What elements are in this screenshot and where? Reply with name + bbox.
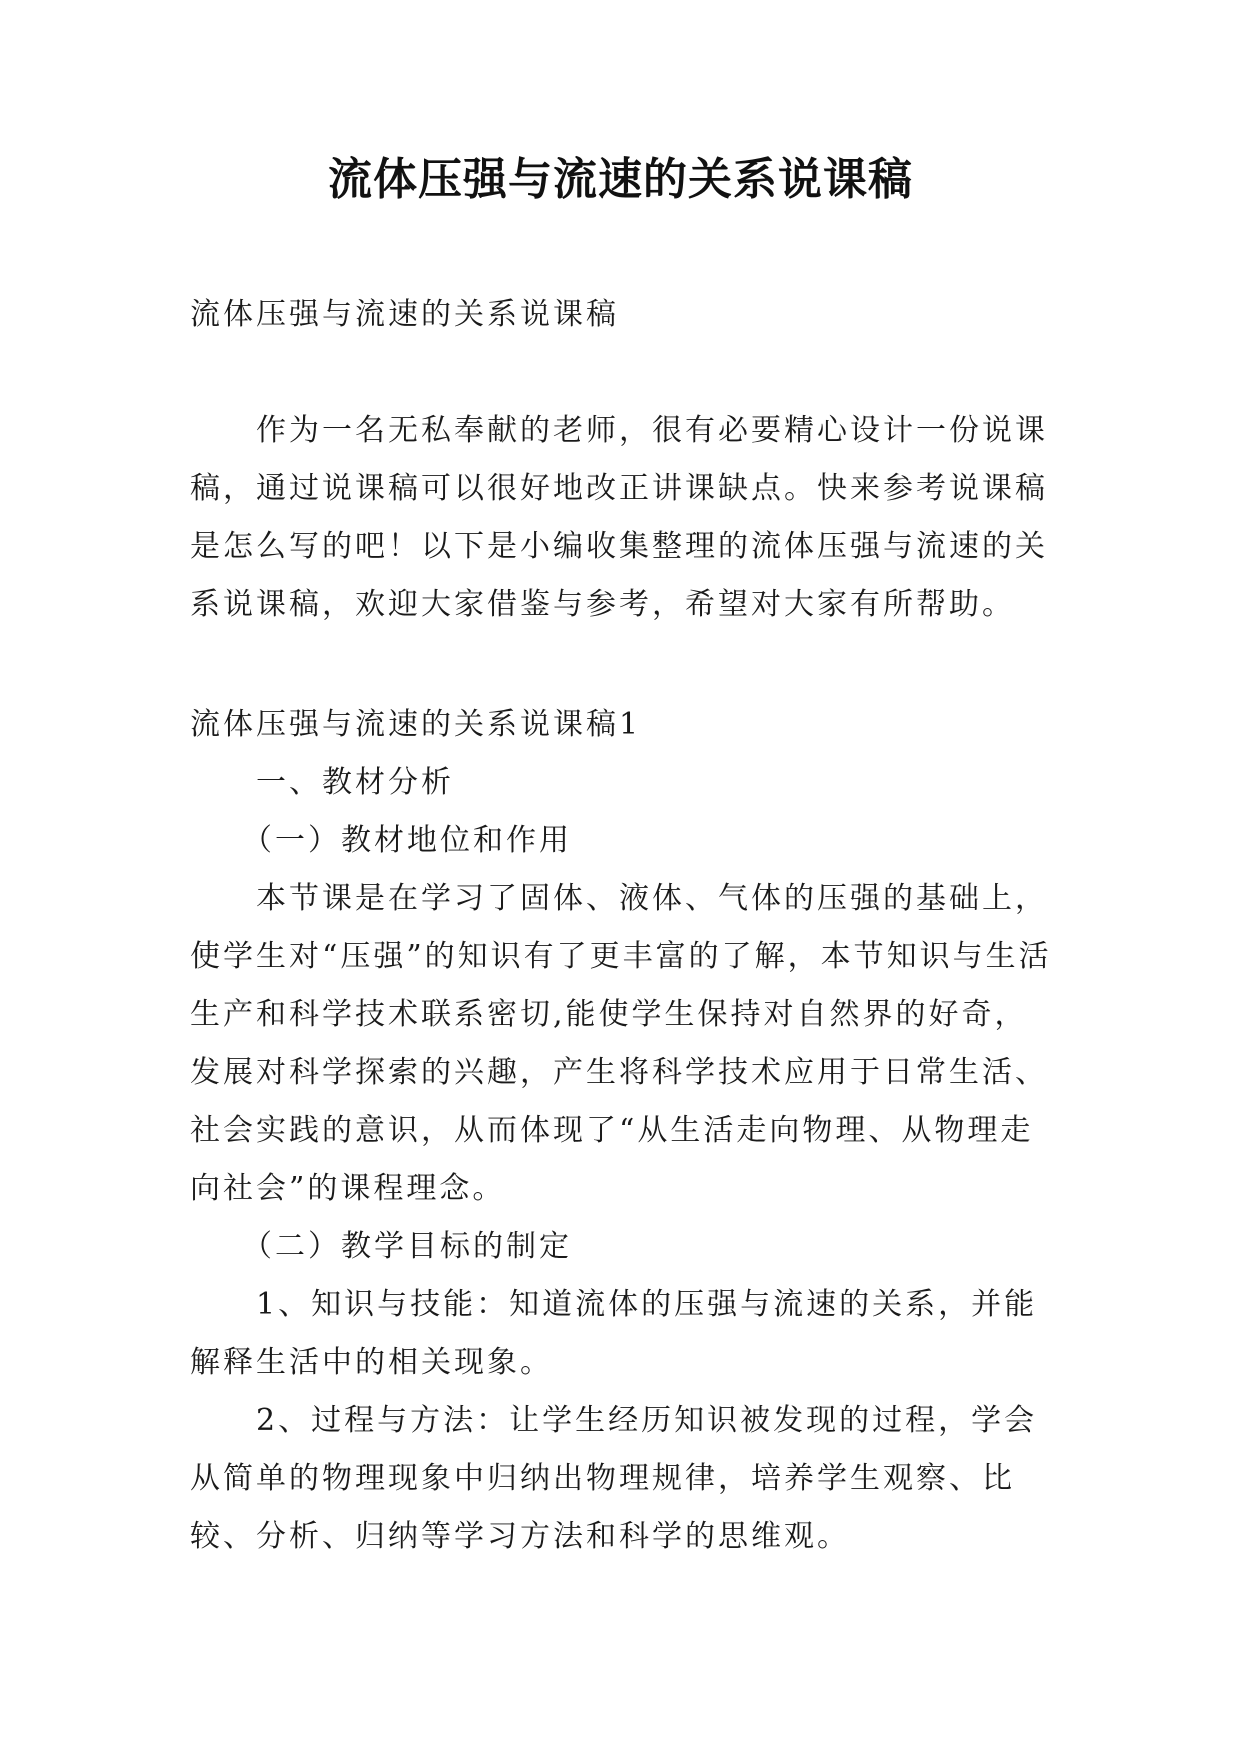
goal-2-paragraph: 2、过程与方法：让学生经历知识被发现的过程，学会从简单的物理现象中归纳出物理规律，培养学生观察、比较、分析、归纳等学习方法和科学的思维观。 — [190, 1403, 1038, 1554]
subsection-1-paragraph: 本节课是在学习了固体、液体、气体的压强的基础上，使学生对“压强”的知识有了更丰富的了解，本节知识与生活生产和科学技术联系密切,能使学生保持对自然界的好奇，发展对科学探索的兴趣，产生将科学技术应用于日常生活、社会实践的意识，从而体现了“从生活走向物理、从物理走向社会”的课程理念。 — [190, 881, 1052, 1206]
goal-1-paragraph: 1、知识与技能：知道流体的压强与流速的关系，并能解释生活中的相关现象。 — [190, 1287, 1038, 1380]
intro-paragraph: 作为一名无私奉献的老师，很有必要精心设计一份说课稿，通过说课稿可以很好地改正讲课缺点。快来参考说课稿是怎么写的吧！以下是小编收集整理的流体压强与流速的关系说课稿，欢迎大家借鉴与参考，希望对大家有所帮助。 — [190, 413, 1048, 622]
document-subtitle: 流体压强与流速的关系说课稿 — [190, 297, 619, 332]
subsection-2-title: （二）教学目标的制定 — [242, 1229, 572, 1264]
section-heading: 流体压强与流速的关系说课稿1 — [190, 707, 642, 742]
document-title: 流体压强与流速的关系说课稿 — [328, 154, 913, 205]
subsection-1-title: （一）教材地位和作用 — [242, 823, 572, 858]
part-1-title: 一、教材分析 — [256, 765, 454, 800]
section-1 — [190, 696, 1060, 1566]
